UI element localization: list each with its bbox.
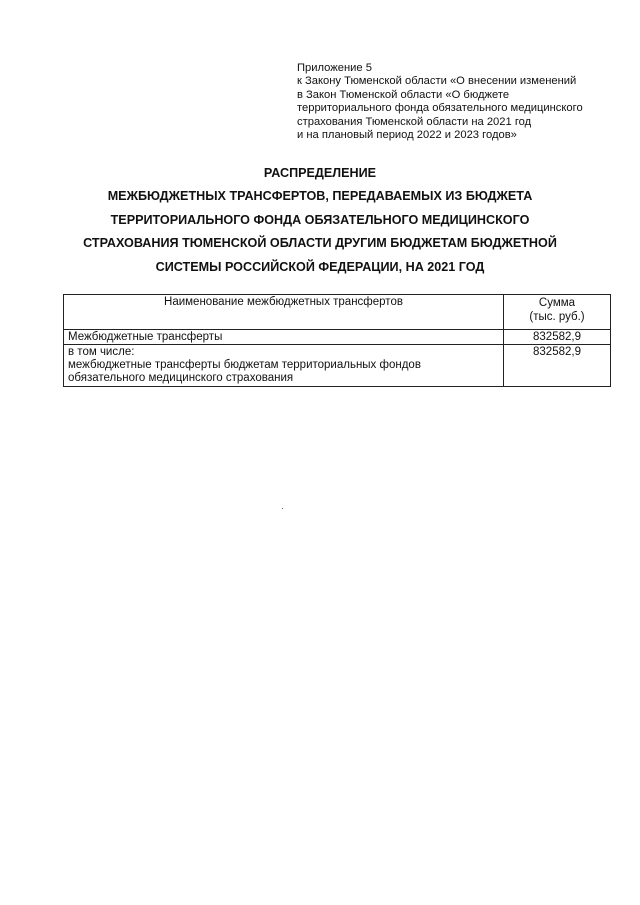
title-line: СИСТЕМЫ РОССИЙСКОЙ ФЕДЕРАЦИИ, НА 2021 ГОД (155, 259, 485, 274)
transfers-table (63, 294, 611, 387)
row-sum-cell: 832582,9 (504, 345, 611, 387)
row-name-line: межбюджетные трансферты бюджетам территориальных фондов (68, 359, 421, 371)
title-line: ТЕРРИТОРИАЛЬНОГО ФОНДА ОБЯЗАТЕЛЬНОГО МЕДИЦИНСКОГО (110, 212, 530, 227)
row-name-cell (64, 345, 504, 387)
appendix-line: к Закону Тюменской области «О внесении изменений (297, 75, 577, 88)
title-line: РАСПРЕДЕЛЕНИЕ (263, 166, 377, 180)
table-header-row (64, 295, 611, 330)
document-title (40, 162, 600, 279)
row-name-line: в том числе: (68, 346, 135, 358)
row-name-line: обязательного медицинского страхования (68, 372, 294, 384)
appendix-line: страхования Тюменской области на 2021 год (297, 115, 532, 128)
appendix-line: Приложение 5 (297, 62, 372, 74)
appendix-line: и на плановый период 2022 и 2023 годов» (297, 129, 517, 142)
table-row (64, 345, 611, 387)
row-sum-cell: 832582,9 (504, 330, 611, 345)
appendix-reference (297, 62, 627, 142)
title-line: МЕЖБЮДЖЕТНЫХ ТРАНСФЕРТОВ, ПЕРЕДАВАЕМЫХ ИЗ БЮДЖЕТА (107, 189, 533, 204)
header-sum-unit: (тыс. руб.) (529, 311, 585, 323)
appendix-line: территориального фонда обязательного медицинского (297, 102, 583, 115)
header-sum-label: Сумма (538, 297, 576, 309)
title-line: СТРАХОВАНИЯ ТЮМЕНСКОЙ ОБЛАСТИ ДРУГИМ БЮДЖЕТАМ БЮДЖЕТНОЙ (83, 236, 557, 251)
table-row (64, 330, 611, 345)
header-name-cell: Наименование межбюджетных трансфертов (64, 295, 504, 330)
appendix-line: в Закон Тюменской области «О бюджете (297, 88, 510, 101)
row-name-cell: Межбюджетные трансферты (64, 330, 504, 345)
header-sum-cell (504, 295, 611, 330)
scan-speck (282, 508, 283, 509)
